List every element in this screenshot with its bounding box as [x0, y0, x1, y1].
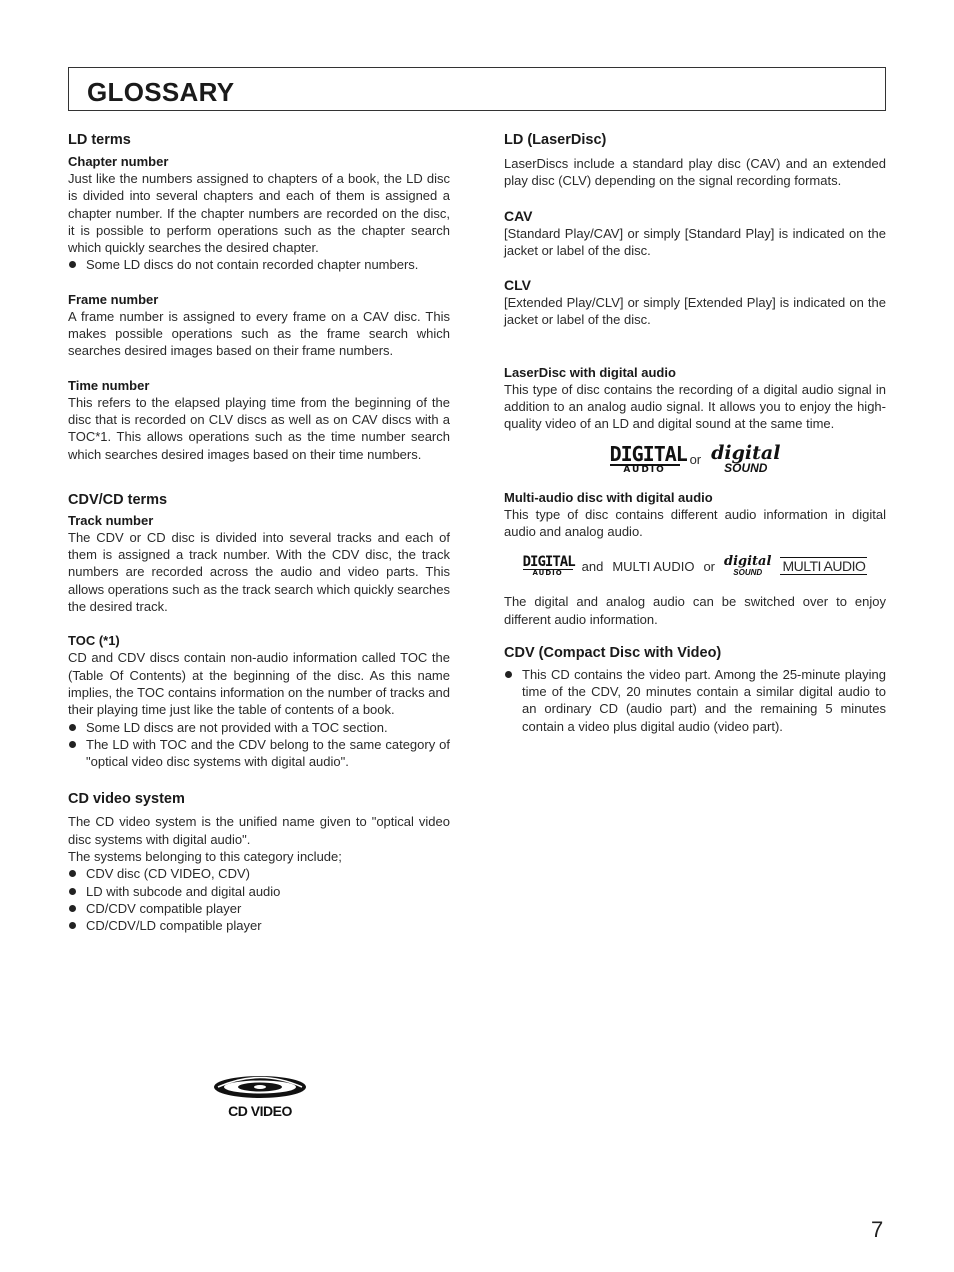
page-number: 7 [871, 1217, 884, 1242]
track-number-text: The CDV or CD disc is divided into several tracks and each of them is assigned a track number. With the CDV disc, the track numbers are recorded across the audio and video parts. This allows operations such as the track search which quickly searches the desired track. [68, 529, 450, 615]
toc-heading: TOC (*1) [68, 633, 120, 649]
multi-audio-heading: Multi-audio disc with digital audio [504, 489, 713, 505]
multi-audio-logos [504, 555, 886, 577]
time-number-heading: Time number [68, 377, 150, 393]
cd-video-system-text-1: The CD video system is the unified name given to "optical video disc systems with digital audio". [68, 814, 450, 847]
and-text: and [581, 558, 604, 574]
list-item: Some LD discs are not provided with a TOC section. [68, 719, 450, 736]
multi-audio-text-logo: MULTI AUDIO [612, 558, 695, 574]
page-title: GLOSSARY [87, 77, 235, 107]
clv-heading: CLV [504, 277, 531, 294]
compact-disc-icon [212, 1074, 308, 1100]
cdv-notes [504, 666, 886, 735]
frame-number-text: A frame number is assigned to every frame on a CAV disc. This makes possible operations such as the frame search which searches desired images based on their frame numbers. [68, 308, 450, 359]
multi-audio-text: This type of disc contains different audio information in digital audio and analog audio. [504, 506, 886, 539]
digital-sound-logo-small: digital SOUND [724, 554, 772, 577]
multi-audio-switch-text: The digital and analog audio can be switched over to enjoy different audio information. [504, 594, 886, 627]
cd-video-system-text-2: The systems belonging to this category include; [68, 849, 342, 865]
track-number-heading: Track number [68, 512, 154, 528]
ld-digital-audio-heading: LaserDisc with digital audio [504, 364, 676, 380]
clv-text: [Extended Play/CLV] or simply [Extended Play] is indicated on the jacket or label of the disc. [504, 295, 886, 328]
list-item: LD with subcode and digital audio [68, 883, 450, 900]
chapter-number-heading: Chapter number [68, 154, 169, 169]
list-item: CD/CDV compatible player [68, 900, 450, 917]
toc-text: CD and CDV discs contain non-audio information called TOC the (Table Of Contents) at the beginning of the disc. As this name implies, the TOC contains information on the number of tracks and their playing time just like the table of contents of a book. [68, 650, 450, 718]
ld-laserdisc-text: LaserDiscs include a standard play disc (CAV) and an extended play disc (CLV) depending on the signal recording formats. [504, 156, 886, 189]
cd-video-system-heading: CD video system [68, 791, 185, 808]
digital-audio-logo: DIGITAL AUDIO [609, 441, 687, 475]
title-box [68, 67, 886, 111]
cd-video-logo [212, 1074, 308, 1119]
time-number-text: This refers to the elapsed playing time from the beginning of the disc that is recorded on CLV discs as well as on CAV discs with a TOC*1. This allows operations such as the time number search which searches desired images based on their time numbers. [68, 394, 450, 462]
left-column [68, 132, 450, 935]
chapter-number-notes [68, 256, 450, 273]
or-text: or [703, 558, 715, 574]
list-item: CD/CDV/LD compatible player [68, 917, 450, 934]
list-item: This CD contains the video part. Among the 25-minute playing time of the CDV, 20 minutes contain a similar digital audio to an ordinary CD (audio part) and the remaining 5 minutes contain a video plus digital audio (video part). [504, 666, 886, 735]
cd-video-system-list [68, 865, 450, 934]
list-item: The LD with TOC and the CDV belong to the same category of "optical video disc systems with digital audio". [68, 736, 450, 771]
cdv-cd-terms-heading: CDV/CD terms [68, 491, 168, 508]
ld-digital-audio-text: This type of disc contains the recording of a digital audio signal in addition to an analog audio signal. It allows you to enjoy the high-quality video of an LD and digital sound at the same time. [504, 381, 886, 432]
cav-text: [Standard Play/CAV] or simply [Standard Play] is indicated on the jacket or label of the disc. [504, 225, 886, 258]
list-item: Some LD discs do not contain recorded chapter numbers. [68, 256, 450, 273]
digital-sound-logo: digital SOUND [711, 442, 781, 475]
ld-laserdisc-heading: LD (LaserDisc) [504, 132, 607, 148]
cd-video-logo-text: CD VIDEO [228, 1103, 292, 1119]
digital-audio-logo-small: DIGITAL AUDIO [522, 554, 575, 578]
cdv-heading: CDV (Compact Disc with Video) [504, 644, 722, 661]
cav-heading: CAV [504, 207, 533, 224]
ld-terms-heading: LD terms [68, 132, 131, 148]
or-text: or [689, 451, 702, 467]
frame-number-heading: Frame number [68, 291, 159, 307]
multi-audio-logo: MULTI AUDIO [782, 558, 866, 575]
list-item: CDV disc (CD VIDEO, CDV) [68, 865, 450, 882]
right-column [504, 132, 886, 735]
digital-audio-logos [504, 441, 886, 475]
toc-notes [68, 719, 450, 771]
chapter-number-text: Just like the numbers assigned to chapters of a book, the LD disc is divided into several chapters and each of them is assigned a chapter number. If the chapter numbers are recorded on the disc, it is possible to perform operations such as the chapter search which quickly searches the desired chapter. [68, 171, 450, 256]
